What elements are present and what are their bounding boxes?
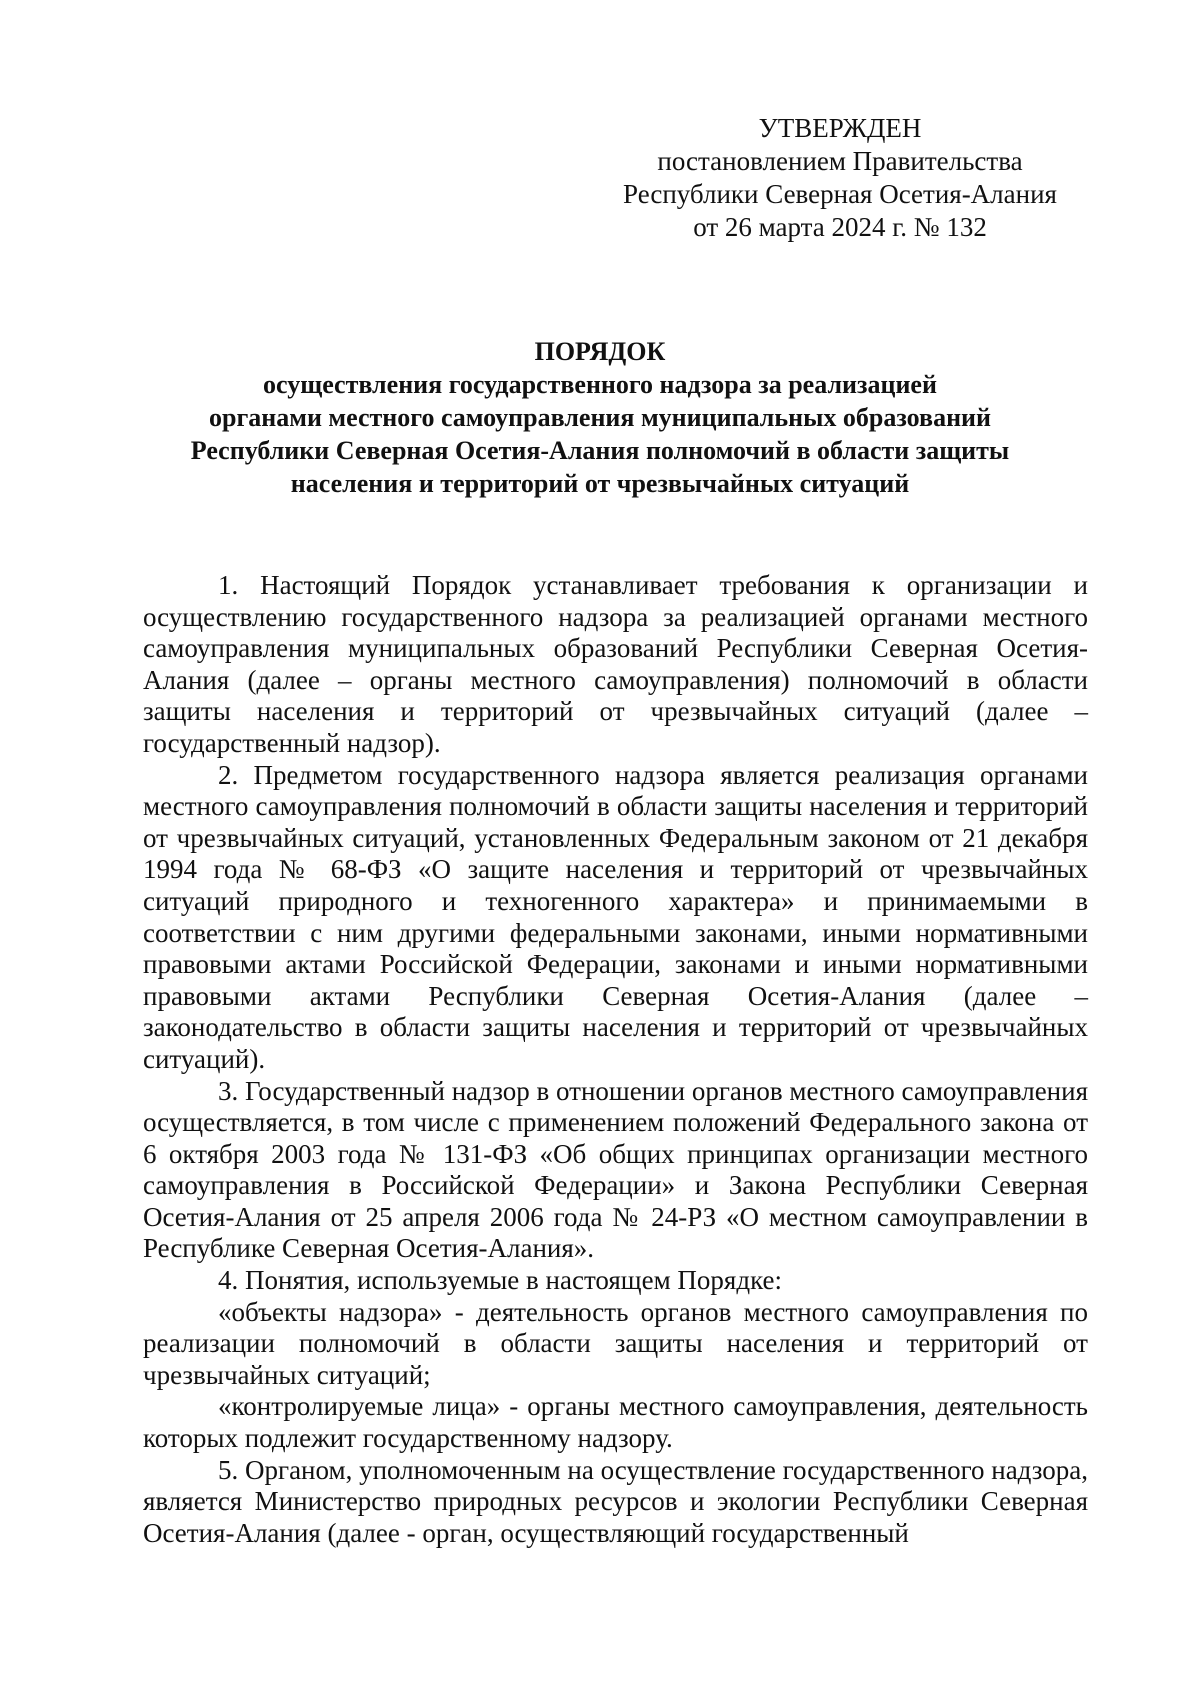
paragraph-2: 2. Предметом государственного надзора является реализация органами местного самоуправления полномочий в области защиты населения и территорий от чрезвычайных ситуаций, установленных Федеральным законом от 21 декабря 1994 года № 68-ФЗ «О защите населения и территорий от чрезвычайных ситуаций природного и техногенного характера» и принимаемыми в соответствии с ним другими федеральными законами, иными нормативными правовыми актами Российской Федерации, законами и иными нормативными правовыми актами Республики Северная Осетия-Алания (далее – законодательство в области защиты населения и территорий от чрезвычайных ситуаций). [143,759,1088,1074]
approval-line-republic: Республики Северная Осетия-Алания [623,179,1057,209]
title-line: органами местного самоуправления муниципальных образований [208,403,992,432]
definition-controlled-persons: «контролируемые лица» - органы местного самоуправления, деятельность которых подлежит государственному надзору. [143,1391,1088,1454]
paragraph-4: 4. Понятия, используемые в настоящем Порядке: [218,1265,782,1296]
paragraph-3: 3. Государственный надзор в отношении органов местного самоуправления осуществляется, в том числе с применением положений Федерального закона от 6 октября 2003 года № 131-ФЗ «Об общих принципах организации местного самоуправления в Российской Федерации» и Закона Республики Северная Осетия-Алания от 25 апреля 2006 года № 24-РЗ «О местном самоуправлении в Республике Северная Осетия-Алания». [143,1075,1088,1264]
title-line: осуществления государственного надзора за реализацией [263,370,937,399]
approval-line-date-number: от 26 марта 2024 г. № 132 [693,212,987,242]
title-line: Республики Северная Осетия-Алания полномочий в области защиты [190,436,1010,465]
title-heading: ПОРЯДОК [534,337,666,366]
approval-line-approved: УТВЕРЖДЕН [758,113,922,143]
approval-line-resolution: постановлением Правительства [657,146,1023,176]
definition-supervision-objects: «объекты надзора» - деятельность органов местного самоуправления по реализации полномочий в области защиты населения и территорий от чрезвычайных ситуаций; [143,1296,1088,1390]
title-line: населения и территорий от чрезвычайных ситуаций [290,469,910,498]
approval-stamp [600,112,1080,244]
paragraph-5: 5. Органом, уполномоченным на осуществление государственного надзора, является Министерство природных ресурсов и экологии Республики Северная Осетия-Алания (далее - орган, осуществляющий государственный [143,1454,1088,1548]
paragraph-1: 1. Настоящий Порядок устанавливает требования к организации и осуществлению государственного надзора за реализацией органами местного самоуправления муниципальных образований Республики Северная Осетия-Алания (далее – органы местного самоуправления) полномочий в области защиты населения и территорий от чрезвычайных ситуаций (далее – государственный надзор). [143,570,1088,758]
document-title [130,335,1070,500]
document-body [143,570,1088,1549]
